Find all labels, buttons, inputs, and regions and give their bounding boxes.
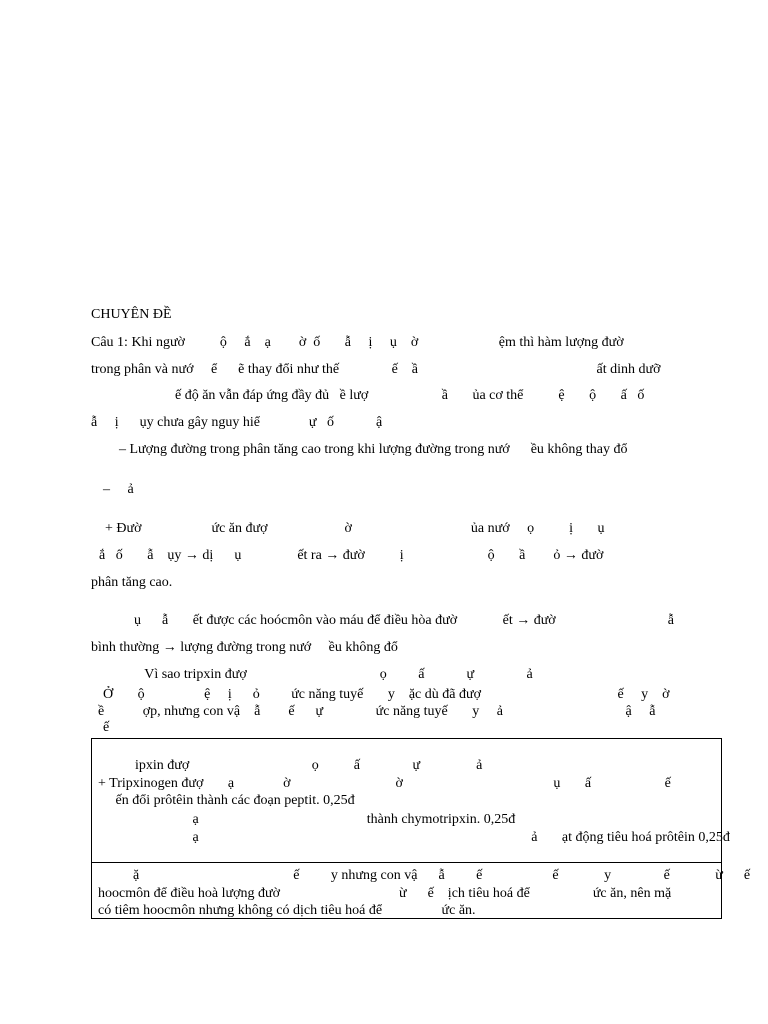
answer-line: ến đổi prôtêin thành các đoạn peptit. 0,25đ xyxy=(98,793,355,808)
question-1-line: ắ ố ẫ ụy → dị ụ ết ra → đườ ị ộ ầ ỏ → đườ xyxy=(99,548,604,563)
question-2-line: ề ợp, nhưng con vậ ẫ ế ự ức năng tuyế y ả ậ ẫ xyxy=(98,704,656,719)
answer-box xyxy=(91,738,751,919)
question-1-line: trong phân và nướ ể ẽ thay đổi như thế ế ầ ất dinh dưỡ xyxy=(91,362,661,377)
question-2-line: ế xyxy=(103,720,110,735)
document-title: CHUYÊN ĐỀ xyxy=(91,307,172,322)
question-1-line: bình thường → lượng đường trong nướ ều không đổ xyxy=(91,640,398,655)
question-1-line: ế độ ăn vẫn đáp ứng đầy đủ ề lượ ầ ủa cơ thể ệ ộ ấ ố xyxy=(91,388,645,403)
answer-line: ạ ả ạt động tiêu hoá prôtêin 0,25đ xyxy=(98,830,730,845)
answer-line: + Tripxinogen đượ ạ ờ ờ ụ ấ ế xyxy=(98,776,671,791)
question-2-line: Ở ộ ệ ị ỏ ức năng tuyế y ặc dù đã đượ ế y ờ xyxy=(103,687,670,702)
question-1-line: – ả xyxy=(103,482,134,497)
question-2-line: Vì sao tripxin đượ ọ ấ ự ả xyxy=(120,667,533,682)
answer-line: ipxin đượ ọ ấ ự ả xyxy=(100,758,483,773)
question-1-line: + Đườ ức ăn đượ ờ ủa nướ ọ ị ụ xyxy=(105,521,605,536)
answer-line: ặ ế y nhưng con vậ ẫ ế ế y ế ừ ế xyxy=(98,868,751,883)
question-1-line: ẫ ị ụy chưa gây nguy hiể ự ố ậ xyxy=(91,415,383,430)
answer-line: ạ thành chymotripxin. 0,25đ xyxy=(98,812,516,827)
answer-divider xyxy=(92,862,721,863)
question-1-line: Câu 1: Khi ngườ ộ ắ ạ ờ ố ẫ ị ụ ờ ệm thì hàm lượng đườ xyxy=(91,335,624,350)
question-1-line: phân tăng cao. xyxy=(91,575,173,590)
answer-line: có tiêm hoocmôn nhưng không có dịch tiêu hoá để ức ăn. xyxy=(98,903,476,918)
question-1-line: ụ ẫ ết được các hoócmôn vào máu để điều hòa đườ ết → đườ ẫ xyxy=(120,613,674,628)
question-1-line: – Lượng đường trong phân tăng cao trong khi lượng đường trong nướ ều không thay đổ xyxy=(91,442,628,457)
answer-line: hoocmôn để điều hoà lượng đườ ừ ế ịch tiêu hoá để ức ăn, nên mặ xyxy=(98,886,672,901)
